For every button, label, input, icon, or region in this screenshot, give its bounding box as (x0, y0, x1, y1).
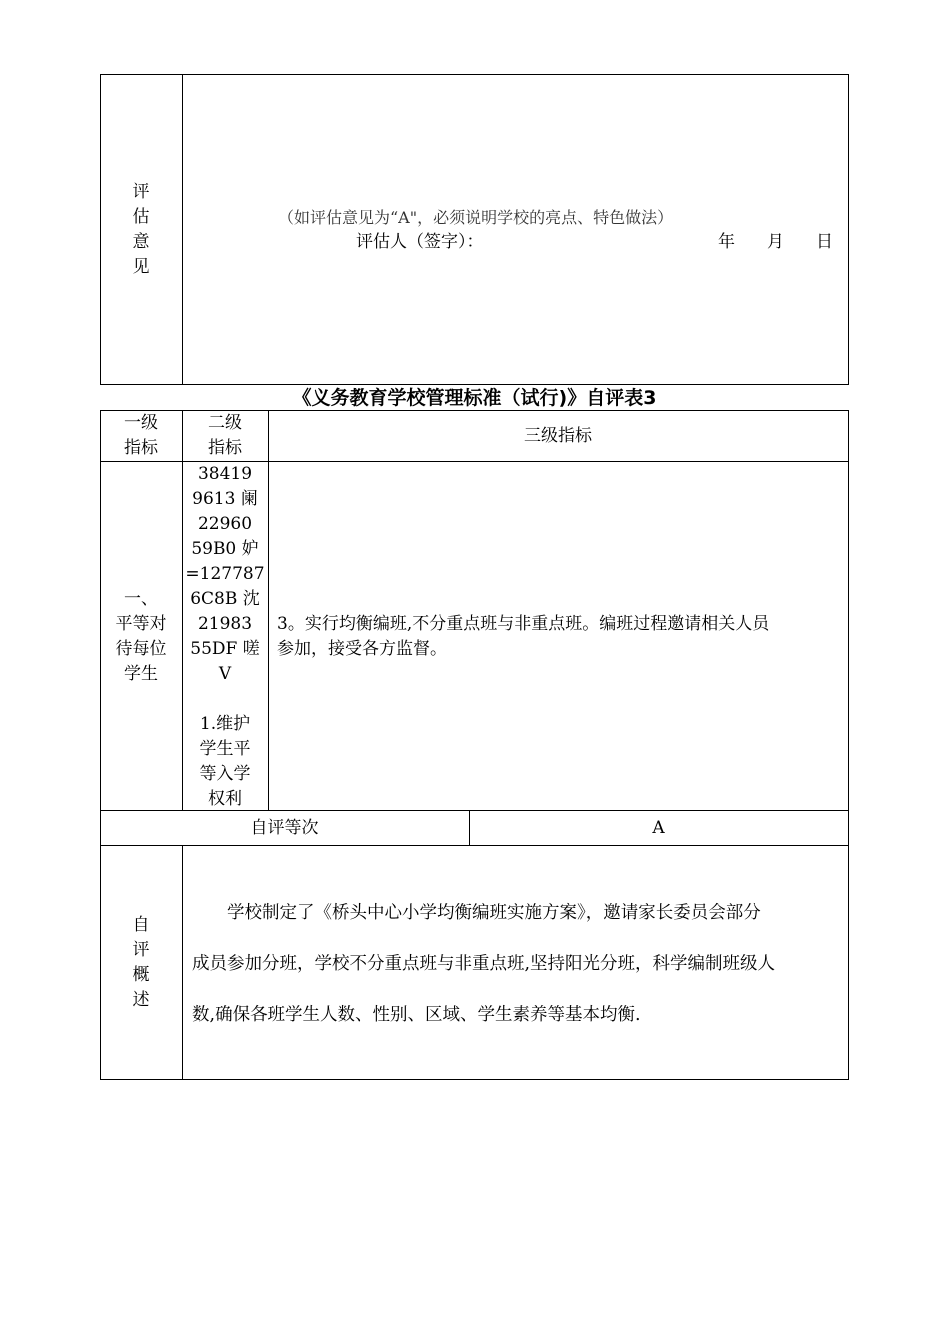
level3-line: 参加，接受各方监督。 (277, 639, 447, 659)
summary-line: 学校制定了《桥头中心小学均衡编班实施方案》，邀请家长委员会部分 (192, 903, 761, 923)
level2-line: 22960 (197, 514, 253, 534)
level1-line: 平等对 (115, 614, 167, 634)
level2-line: 学生平 (199, 739, 251, 759)
level2-line: =127787 (185, 564, 265, 584)
level1-indicator (100, 587, 182, 687)
level1-line: 待每位 (115, 639, 167, 659)
summary-label-char: 概 (132, 965, 150, 985)
page-title: 《义务教育学校管理标准（试行)》自评表3 (292, 387, 657, 409)
header-level2 (182, 411, 268, 461)
date-month: 月 (767, 232, 784, 252)
header-level1 (100, 411, 182, 461)
level2-line: 9613 阑 (192, 489, 258, 509)
level2-indicator (182, 462, 268, 812)
grade-value: A (652, 818, 665, 838)
level2-line: 权利 (208, 789, 242, 809)
summary-text (192, 888, 844, 1041)
grade-label: 自评等次 (250, 818, 319, 838)
evaluation-label-char: 评 (132, 182, 150, 202)
level2-line: 等入学 (199, 764, 251, 784)
level3-indicator (277, 612, 843, 662)
evaluation-label-char: 估 (132, 207, 150, 227)
level2-line: 55DF 嗟 (190, 639, 260, 659)
summary-line: 数,确保各班学生人数、性别、区域、学生素养等基本均衡. (192, 1005, 641, 1025)
summary-label-char: 述 (132, 990, 150, 1010)
evaluation-label-char: 见 (132, 257, 150, 277)
level1-line: 一、 (124, 589, 158, 609)
evaluation-label (100, 180, 182, 280)
level2-line: 6C8B 沈 (190, 589, 260, 609)
summary-label-char: 自 (132, 915, 150, 935)
date-day: 日 (816, 232, 833, 252)
evaluation-note: （如评估意见为“A"，必须说明学校的亮点、特色做法） (278, 208, 674, 227)
level2-line: V (218, 664, 232, 684)
summary-line: 成员参加分班，学校不分重点班与非重点班,坚持阳光分班，科学编制班级人 (192, 954, 776, 974)
level1-line: 学生 (124, 664, 158, 684)
evaluator-signature-label: 评估人（签字）： (356, 232, 484, 252)
level2-line: 1.维护 (199, 714, 251, 734)
level2-line: 38419 (197, 464, 253, 484)
level2-line (182, 687, 268, 712)
summary-label-char: 评 (132, 940, 150, 960)
header-level1-line: 指标 (124, 438, 158, 458)
header-level2-line: 二级 (208, 413, 242, 433)
level2-line: 21983 (197, 614, 253, 634)
evaluation-label-char: 意 (132, 232, 150, 252)
level3-line: 3。实行均衡编班,不分重点班与非重点班。编班过程邀请相关人员 (277, 614, 770, 634)
header-level3: 三级指标 (524, 426, 592, 446)
header-level2-line: 指标 (208, 438, 242, 458)
header-level1-line: 一级 (124, 413, 158, 433)
date-year: 年 (718, 232, 735, 252)
summary-label (100, 913, 182, 1013)
level2-line: 59B0 妒 (191, 539, 259, 559)
